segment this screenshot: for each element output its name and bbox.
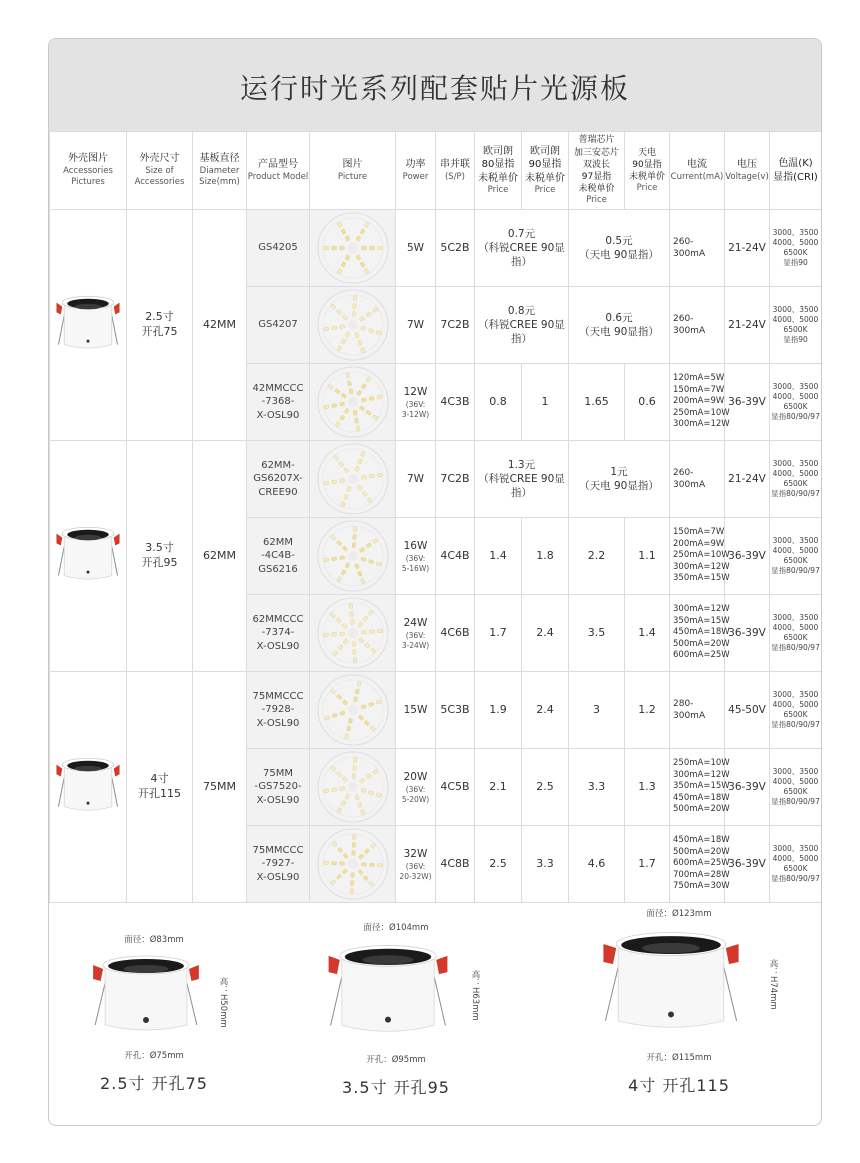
price-osram90: 2.4 xyxy=(522,672,569,749)
downlight-product-image xyxy=(318,935,458,1051)
header-price-pureli97: 普瑞芯片 加三安芯片 双波长 97显指 未税单价 Price xyxy=(569,132,625,210)
power-value: 12W xyxy=(403,385,428,398)
current: 280-300mA xyxy=(670,672,725,749)
current: 260-300mA xyxy=(670,287,725,364)
led-board-picture xyxy=(310,826,396,903)
led-board-image xyxy=(316,673,390,747)
header-price-osram80: 欧司朗 80显指 未税单价 Price xyxy=(475,132,522,210)
led-board-picture xyxy=(310,749,396,826)
led-board-picture xyxy=(310,595,396,672)
color-temperature: 3000、3500 4000、5000 6500K 显指80/90/97 xyxy=(770,672,822,749)
product-size-label: 4寸 开孔115 xyxy=(628,1076,730,1095)
header-picture: 图片 Picture xyxy=(310,132,396,210)
voltage: 21-24V xyxy=(725,287,770,364)
series-parallel: 7C2B xyxy=(436,287,475,364)
price-pureli97: 3.5 xyxy=(569,595,625,672)
power-value: 15W xyxy=(403,703,428,716)
current: 450mA=18W 500mA=20W 600mA=25W 700mA=28W 750mA=30W xyxy=(670,826,725,903)
voltage: 21-24V xyxy=(725,441,770,518)
price-osram90: 1.8 xyxy=(522,518,569,595)
product-model: 75MMCCC -7928- X-OSL90 xyxy=(247,672,310,749)
led-board-image xyxy=(316,211,390,285)
price-osram80: 1.9 xyxy=(475,672,522,749)
price-tiandian: 1.3 xyxy=(625,749,670,826)
led-board-image xyxy=(316,288,390,362)
led-board-image xyxy=(316,750,390,824)
accessory-size: 4寸 开孔115 xyxy=(127,672,193,903)
led-board-image xyxy=(316,827,390,901)
height-label: 高：H50mm xyxy=(218,977,228,1028)
series-parallel: 5C3B xyxy=(436,672,475,749)
color-temperature: 3000、3500 4000、5000 6500K 显指80/90/97 xyxy=(770,826,822,903)
power-value: 7W xyxy=(406,318,425,331)
current: 250mA=10W 300mA=12W 350mA=15W 450mA=18W 500mA=20W xyxy=(670,749,725,826)
header-row xyxy=(50,132,822,210)
price-tiandian: 0.6 xyxy=(625,364,670,441)
power-value: 5W xyxy=(406,241,425,254)
color-temperature: 3000、3500 4000、5000 6500K 显指80/90/97 xyxy=(770,595,822,672)
product-item xyxy=(579,907,779,1096)
power xyxy=(396,287,436,364)
product-model: GS4205 xyxy=(247,210,310,287)
price-osram90: 2.4 xyxy=(522,595,569,672)
price-tiandian: 1.2 xyxy=(625,672,670,749)
cutout-diameter-label: 开孔：Ø115mm xyxy=(646,1053,712,1063)
series-parallel: 5C2B xyxy=(436,210,475,287)
price-osram80: 1.4 xyxy=(475,518,522,595)
color-temperature: 3000、3500 4000、5000 6500K 显指80/90/97 xyxy=(770,441,822,518)
board-diameter: 42MM xyxy=(193,210,247,441)
price-tiandian90: 1元 （天电 90显指） xyxy=(569,441,670,518)
led-board-picture xyxy=(310,441,396,518)
voltage: 36-39V xyxy=(725,826,770,903)
led-board-image xyxy=(316,519,390,593)
led-board-image xyxy=(316,442,390,516)
power-note: (36V: 5-16W) xyxy=(401,553,430,573)
header-acc-size: 外壳尺寸 Size of Accessories xyxy=(127,132,193,210)
header-model: 产品型号 Product Model xyxy=(247,132,310,210)
power-note: (36V: 3-24W) xyxy=(401,630,430,650)
catalog-card xyxy=(48,38,822,1126)
price-osram90: 3.3 xyxy=(522,826,569,903)
height-label: 高：H63mm xyxy=(470,969,480,1021)
price-cree90: 0.7元 （科锐CREE 90显指） xyxy=(475,210,569,287)
price-tiandian90: 0.5元 （天电 90显指） xyxy=(569,210,670,287)
power-note: (36V: 3-12W) xyxy=(401,399,430,419)
color-temperature: 3000、3500 4000、5000 6500K 显指80/90/97 xyxy=(770,364,822,441)
voltage: 36-39V xyxy=(725,518,770,595)
series-parallel: 7C2B xyxy=(436,441,475,518)
power-note: (36V: 20-32W) xyxy=(399,861,432,881)
led-board-picture xyxy=(310,364,396,441)
table-row xyxy=(50,210,822,287)
cutout-diameter-label: 开孔：Ø95mm xyxy=(366,1055,426,1065)
current: 260-300mA xyxy=(670,210,725,287)
table-row xyxy=(50,672,822,749)
price-osram80: 1.7 xyxy=(475,595,522,672)
product-model: 62MM -4C4B- GS6216 xyxy=(247,518,310,595)
table-row xyxy=(50,441,822,518)
power xyxy=(396,595,436,672)
led-board-picture xyxy=(310,287,396,364)
board-diameter: 75MM xyxy=(193,672,247,903)
voltage: 45-50V xyxy=(725,672,770,749)
power-value: 16W xyxy=(403,539,428,552)
power xyxy=(396,826,436,903)
price-pureli97: 3 xyxy=(569,672,625,749)
header-power: 功率 Power xyxy=(396,132,436,210)
product-model: 62MMCCC -7374- X-OSL90 xyxy=(247,595,310,672)
price-tiandian: 1.1 xyxy=(625,518,670,595)
accessory-picture xyxy=(50,210,127,441)
price-osram80: 0.8 xyxy=(475,364,522,441)
page-title: 运行时光系列配套贴片光源板 xyxy=(239,72,630,105)
product-model: 75MM -GS7520- X-OSL90 xyxy=(247,749,310,826)
price-pureli97: 2.2 xyxy=(569,518,625,595)
led-board-image xyxy=(316,365,390,439)
downlight-housing-image xyxy=(52,290,124,360)
voltage: 36-39V xyxy=(725,749,770,826)
price-tiandian: 1.7 xyxy=(625,826,670,903)
header-acc-pic: 外壳图片 Accessories Pictures xyxy=(50,132,127,210)
color-temperature: 3000、3500 4000、5000 6500K 显指80/90/97 xyxy=(770,749,822,826)
current: 150mA=7W 200mA=9W 250mA=10W 300mA=12W 350mA=15W xyxy=(670,518,725,595)
price-osram90: 2.5 xyxy=(522,749,569,826)
face-diameter-label: 面径：Ø83mm xyxy=(124,935,184,945)
price-pureli97: 4.6 xyxy=(569,826,625,903)
face-diameter-label: 面径：Ø104mm xyxy=(363,923,429,933)
price-cree90: 0.8元 （科锐CREE 90显指） xyxy=(475,287,569,364)
height-label: 高：H74mm xyxy=(768,959,778,1011)
spec-table xyxy=(49,131,822,903)
header-cct: 色温(K) 显指(CRI) xyxy=(770,132,822,210)
price-osram80: 2.1 xyxy=(475,749,522,826)
face-diameter-label: 面径：Ø123mm xyxy=(646,909,712,919)
voltage: 21-24V xyxy=(725,210,770,287)
led-board-picture xyxy=(310,518,396,595)
board-diameter: 62MM xyxy=(193,441,247,672)
title-bar xyxy=(49,39,821,131)
header-price-tiandian90: 天电 90显指 未税单价 Price xyxy=(625,132,670,210)
product-model: 75MMCCC -7927- X-OSL90 xyxy=(247,826,310,903)
power-value: 20W xyxy=(403,770,428,783)
price-tiandian90: 0.6元 （天电 90显指） xyxy=(569,287,670,364)
header-diameter: 基板直径 Diameter Size(mm) xyxy=(193,132,247,210)
led-board-picture xyxy=(310,672,396,749)
series-parallel: 4C3B xyxy=(436,364,475,441)
color-temperature: 3000、3500 4000、5000 6500K 显指80/90/97 xyxy=(770,518,822,595)
power xyxy=(396,210,436,287)
power xyxy=(396,672,436,749)
product-item xyxy=(79,933,229,1094)
power xyxy=(396,518,436,595)
downlight-housing-image xyxy=(52,752,124,822)
price-tiandian: 1.4 xyxy=(625,595,670,672)
price-pureli97: 3.3 xyxy=(569,749,625,826)
series-parallel: 4C6B xyxy=(436,595,475,672)
price-osram90: 1 xyxy=(522,364,569,441)
current: 300mA=12W 350mA=15W 450mA=18W 500mA=20W 600mA=25W xyxy=(670,595,725,672)
downlight-product-image xyxy=(591,921,751,1049)
downlight-housing-image xyxy=(52,521,124,591)
header-sp: 串并联 (S/P) xyxy=(436,132,475,210)
header-voltage: 电压 Voltage(v) xyxy=(725,132,770,210)
product-model: 62MM- GS6207X- CREE90 xyxy=(247,441,310,518)
series-parallel: 4C4B xyxy=(436,518,475,595)
accessory-size: 3.5寸 开孔95 xyxy=(127,441,193,672)
power xyxy=(396,364,436,441)
power xyxy=(396,749,436,826)
current: 260-300mA xyxy=(670,441,725,518)
product-gallery xyxy=(49,903,821,1125)
series-parallel: 4C5B xyxy=(436,749,475,826)
price-pureli97: 1.65 xyxy=(569,364,625,441)
power xyxy=(396,441,436,518)
downlight-product-image xyxy=(84,947,208,1047)
current: 120mA=5W 150mA=7W 200mA=9W 250mA=10W 300mA=12W xyxy=(670,364,725,441)
cutout-diameter-label: 开孔：Ø75mm xyxy=(124,1051,184,1061)
product-size-label: 2.5寸 开孔75 xyxy=(100,1074,208,1093)
accessory-picture xyxy=(50,672,127,903)
led-board-picture xyxy=(310,210,396,287)
header-price-osram90: 欧司朗 90显指 未税单价 Price xyxy=(522,132,569,210)
color-temperature: 3000、3500 4000、5000 6500K 显指90 xyxy=(770,287,822,364)
power-value: 32W xyxy=(403,847,428,860)
series-parallel: 4C8B xyxy=(436,826,475,903)
led-board-image xyxy=(316,596,390,670)
power-value: 24W xyxy=(403,616,428,629)
accessory-size: 2.5寸 开孔75 xyxy=(127,210,193,441)
voltage: 36-39V xyxy=(725,364,770,441)
product-item xyxy=(311,921,481,1098)
product-model: GS4207 xyxy=(247,287,310,364)
price-cree90: 1.3元 （科锐CREE 90显指） xyxy=(475,441,569,518)
product-size-label: 3.5寸 开孔95 xyxy=(342,1078,450,1097)
price-osram80: 2.5 xyxy=(475,826,522,903)
header-current: 电流 Current(mA) xyxy=(670,132,725,210)
power-value: 7W xyxy=(406,472,425,485)
color-temperature: 3000、3500 4000、5000 6500K 显指90 xyxy=(770,210,822,287)
voltage: 36-39V xyxy=(725,595,770,672)
product-model: 42MMCCC -7368- X-OSL90 xyxy=(247,364,310,441)
power-note: (36V: 5-20W) xyxy=(401,784,430,804)
accessory-picture xyxy=(50,441,127,672)
